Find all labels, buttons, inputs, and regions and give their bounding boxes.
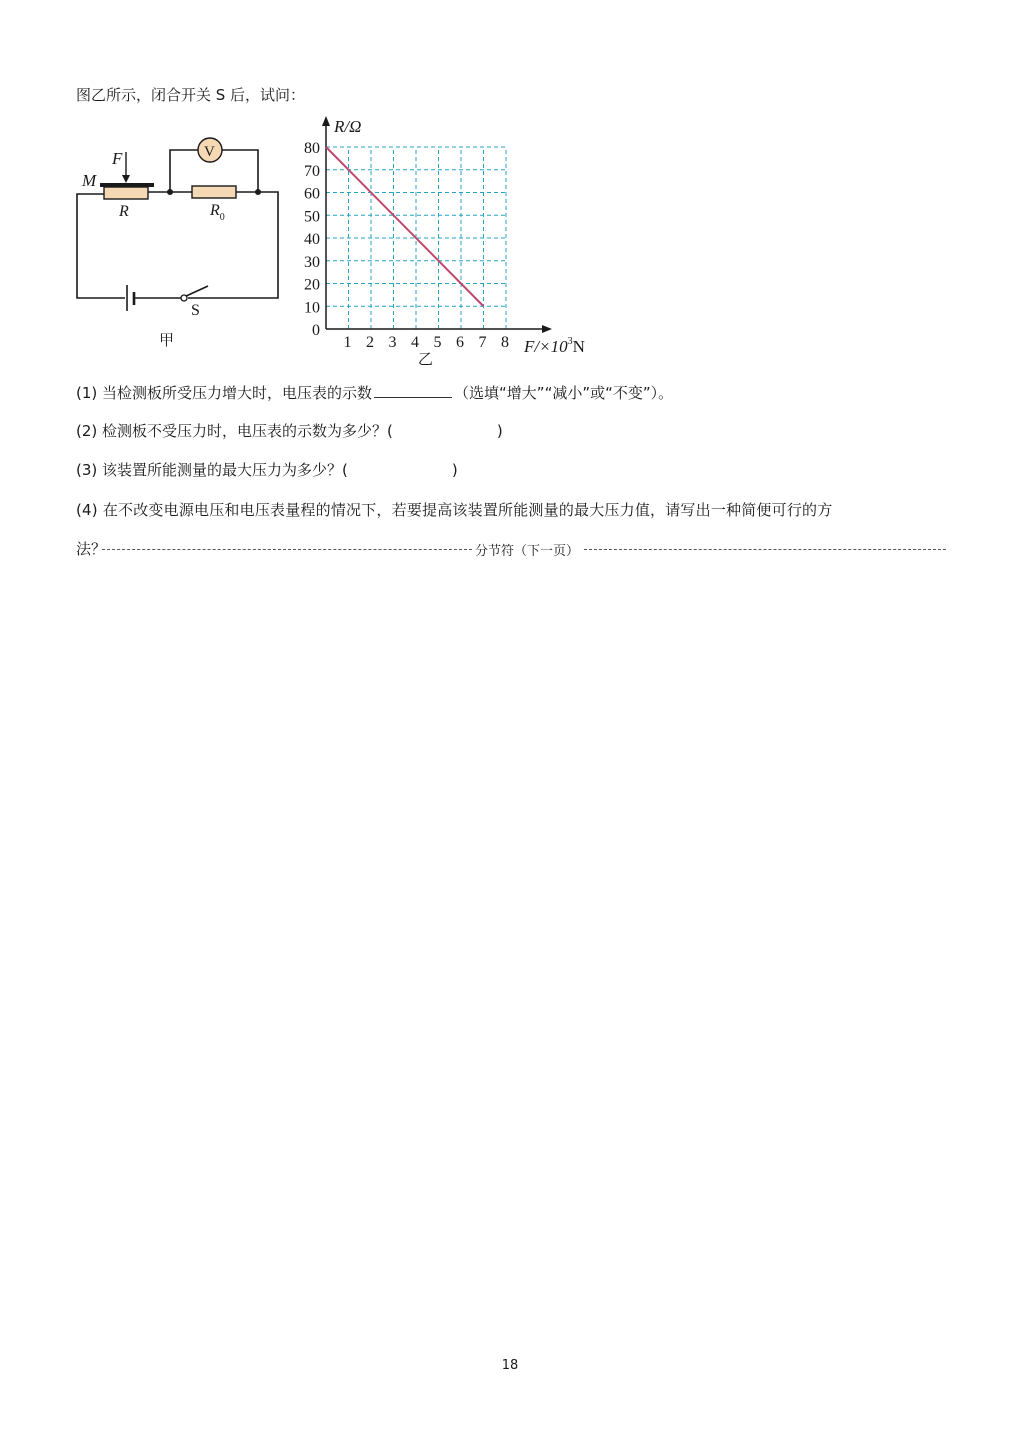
y-axis-arrow xyxy=(322,116,330,126)
voltmeter-label: V xyxy=(204,144,215,160)
y-tick-label: 60 xyxy=(304,185,320,203)
x-tick-label: 6 xyxy=(456,334,464,351)
question-1: (1) 当检测板所受压力增大时，电压表的示数 （选填“增大”“减小”或“不变”）。 xyxy=(76,384,674,402)
x-tick-label: 3 xyxy=(388,334,397,351)
question-4-line-1: (4) 在不改变电源电压和电压表量程的情况下，若要提高该装置所能测量的最大压力值，请写出一种简便可行的方 xyxy=(76,501,833,519)
tick-labels xyxy=(304,140,509,351)
x-tick-label: 7 xyxy=(478,334,487,351)
resistor-label: R xyxy=(119,203,129,220)
y-tick-label: 10 xyxy=(304,299,320,317)
junction-dot xyxy=(255,189,261,195)
switch-blade xyxy=(184,286,208,297)
wire-left xyxy=(77,194,125,298)
y-tick-label: 70 xyxy=(304,162,320,180)
x-tick-label: 2 xyxy=(366,334,374,351)
x-tick-label: 1 xyxy=(343,334,352,351)
question-3: (3) 该装置所能测量的最大压力为多少？( ) xyxy=(76,461,458,479)
force-label: F xyxy=(112,149,123,168)
y-tick-label: 20 xyxy=(304,276,320,294)
question-4-line-2: 法？ xyxy=(76,540,107,558)
series-lines xyxy=(326,147,484,306)
page-number: 18 xyxy=(501,1358,519,1373)
force-arrowhead xyxy=(122,175,130,183)
y-tick-label: 50 xyxy=(304,208,320,226)
answer-blank[interactable] xyxy=(374,383,452,398)
y-axis-label: R/Ω xyxy=(334,117,362,136)
r0-label: $R_0$ xyxy=(210,202,225,223)
wire-right xyxy=(188,192,278,298)
switch-pivot xyxy=(181,295,187,301)
x-axis-label: $F/\times 10^3N$ xyxy=(524,336,585,356)
resistance-force-graph xyxy=(290,110,610,370)
switch-label: S xyxy=(191,302,200,319)
series-line xyxy=(326,147,484,306)
y-tick-label: 30 xyxy=(304,253,320,271)
x-axis-arrow xyxy=(542,325,552,333)
question-2: (2) 检测板不受压力时，电压表的示数为多少？( ) xyxy=(76,422,503,440)
y-tick-label: 0 xyxy=(312,322,320,339)
x-tick-label: 4 xyxy=(411,334,419,351)
section-break xyxy=(76,538,946,560)
junction-dot xyxy=(167,189,173,195)
intro-text: 图乙所示，闭合开关 S 后，试问： xyxy=(76,86,306,104)
y-tick-label: 80 xyxy=(304,140,320,157)
circuit-caption: 甲 xyxy=(159,331,175,349)
y-tick-label: 40 xyxy=(304,231,320,248)
plate-label: M xyxy=(82,171,97,190)
resistor-r xyxy=(104,187,148,199)
graph-caption: 乙 xyxy=(418,350,434,368)
x-tick-label: 8 xyxy=(501,334,509,351)
circuit-diagram xyxy=(70,130,295,355)
section-break-label: 分节符（下一页） xyxy=(472,540,582,559)
axes xyxy=(322,116,552,333)
x-tick-label: 5 xyxy=(433,334,442,351)
resistor-r0 xyxy=(192,186,236,198)
